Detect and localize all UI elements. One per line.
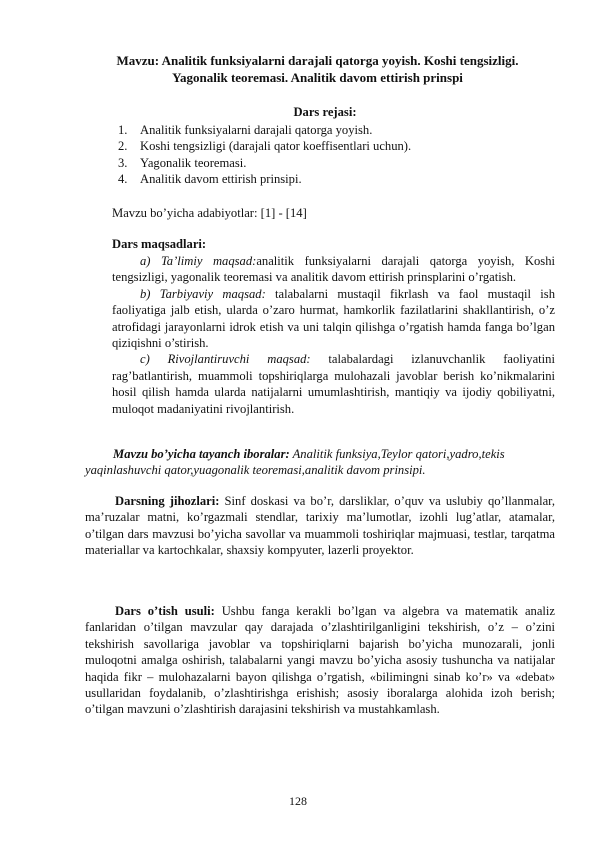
plan-item: 4. Analitik davom ettirish prinsipi. xyxy=(118,172,302,187)
title-line-2: Yagonalik teoremasi. Analitik davom ettirish prinspi xyxy=(172,70,463,85)
goals-body xyxy=(112,253,555,417)
goal-b: b) Tarbiyaviy maqsad: talabalarni mustaqil fikrlash va faol mustaqil ish faoliyatiga jalb etish, ularda o’zaro hurmat, hamkorlik fazilatlarini shakllantirish, o’z atrofidagi jarayonlarni idrok etish va uni talqin qilishga o’rgatish hamda fanga bo’lgan qiziqishni o’stirish. xyxy=(112,286,555,351)
equipment-paragraph xyxy=(85,493,555,559)
equipment-text: Sinf doskasi va bo’r, darsliklar, o’quv va uslubiy qo’llanmalar, ma’ruzalar matni, ko’rgazmali stendlar, tarixiy ma’lumotlar, izohli lug’atlar, atamalar, o’tilgan dars mavzusi bo’yicha savollar va muammoli toshiriqlar majmuasi, testlar, tarqatma materiallar va kartochkalar, shaxsiy kompyuter, lazerli proyektor. xyxy=(85,494,555,558)
goal-c: c) Rivojlantiruvchi maqsad: talabalardagi izlanuvchanlik faoliyatini rag’batlantirish, muammoli topshiriqlarga mulohazali javoblar berish ko’nikmalarini hosil qilish hamda ularda natijalarni umumlashtirish, mantiqiy va ijodiy qobiliyatni, muloqot madaniyatini rivojlantirish. xyxy=(112,352,555,416)
method-paragraph xyxy=(85,603,555,718)
plan-heading: Dars rejasi: xyxy=(293,105,357,119)
plan-item: 1. Analitik funksiyalarni darajali qatorga yoyish. xyxy=(118,123,373,137)
goals-heading: Dars maqsadlari: xyxy=(112,237,207,251)
method-text: Ushbu fanga kerakli bo’lgan va algebra va matematik analiz fanlaridan o’tilgan mavzular qay darajada o’zlashtirilganligini tekshirish, o’z – o’zini tekshirish savollariga javoblar va topshiriqlarni bajarish bo’yicha munozarali, jonli muloqotni amalga oshirish, talabalarni yangi mavzu bo’yicha asosiy tushuncha va natijalar haqida fikr – mulohazalarni bayon qilishga o’rgatish, «bilimingni sinab ko’r» va «debat» usullaridan foydalanib, o’zlashtirishga erishish; asosiy iboralarga alohida izoh berish; o’tilgan mavzuni o’zlashtirish darajasini tekshirish va mustahkamlash. xyxy=(85,604,556,717)
method-label: Dars o’tish usuli: xyxy=(115,604,215,618)
keywords-text: Analitik funksiya,Teylor qatori,yadro,tekis yaqinlashuvchi qator,yuagonalik teoremasi,analitik davom prinsipi. xyxy=(85,447,505,478)
page-title xyxy=(80,52,555,86)
literature-line: Mavzu bo’yicha adabiyotlar: [1] - [14] xyxy=(112,206,307,220)
plan-item: 3. Yagonalik teoremasi. xyxy=(118,155,247,170)
keywords-paragraph xyxy=(85,446,555,479)
plan-list xyxy=(118,122,411,188)
title-line-1: Mavzu: Analitik funksiyalarni darajali qatorga yoyish. Koshi tengsizligi. xyxy=(116,53,519,68)
plan-item: 2. Koshi tengsizligi (darajali qator koeffisentlari uchun). xyxy=(118,139,412,154)
keywords-label: Mavzu bo’yicha tayanch iboralar: xyxy=(113,447,290,461)
equipment-label: Darsning jihozlari: xyxy=(115,494,220,508)
page-number: 128 xyxy=(289,794,307,808)
goal-a: a) Ta’limiy maqsad:analitik funksiyalarni darajali qatorga yoyish, Koshi tengsizligi, yagonalik teoremasi va analitik davom ettirish prinsplarini o’rgatish. xyxy=(112,254,556,285)
